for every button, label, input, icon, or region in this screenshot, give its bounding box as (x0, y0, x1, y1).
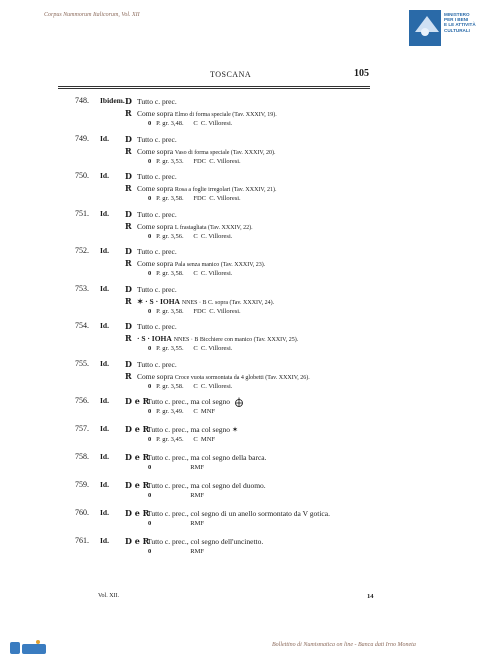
entry-number: 748. (75, 96, 89, 105)
catalog-entry (0, 359, 480, 397)
obverse-mark: D (125, 283, 132, 294)
ministry-logo (409, 10, 479, 46)
catalog-entry (0, 508, 480, 536)
both-sides-mark: D e R (125, 452, 150, 462)
detail-line: 0 P. gr. 3,55. C C. Villoresi. (148, 345, 233, 352)
obverse-line: D Tutto c. prec. (125, 133, 177, 144)
detail-line: 0 RMF (148, 548, 204, 555)
reverse-line: R Come sopra L frastagliata (Tav. XXXIV, 22). (125, 220, 253, 231)
entry-number: 751. (75, 208, 89, 218)
detail-line: 0 P. gr. 3,48. C C. Villoresi. (148, 120, 233, 127)
entry-mint: Id. (100, 536, 109, 545)
reverse-mark: R (125, 145, 132, 156)
reverse-line: R Come sopra Vaso di forma speciale (Tav. XXXIV, 20). (125, 145, 276, 156)
both-sides-mark: D e R (125, 396, 150, 406)
footer-volume: Vol. XII. (98, 593, 120, 599)
both-sides-mark: D e R (125, 480, 150, 490)
footer-signature: 14 (367, 593, 374, 600)
catalog-entry (0, 536, 480, 564)
entry-mint: Id. (100, 246, 109, 255)
entry-number: 757. (75, 424, 89, 433)
entry-mint: Id. (100, 283, 109, 293)
page-number: 105 (354, 68, 369, 79)
reverse-line: R Come sopra Rosa a foglie irregolari (Tav. XXXIV, 21). (125, 183, 277, 193)
obverse-line: D Tutto c. prec. (125, 358, 177, 369)
entry-number: 752. (75, 246, 89, 255)
obverse-mark: D (125, 246, 132, 256)
reverse-mark: R (125, 258, 132, 268)
footer-database-credit: Bollettino di Numismatica on line - Banca dati Irno Moneta (272, 642, 416, 648)
both-sides-line: D e RTutto c. prec., ma col segno ✶ (125, 424, 239, 434)
catalog-entry (0, 321, 480, 359)
reverse-line: R Come sopra Pala senza manico (Tav. XXXIV, 23). (125, 258, 266, 268)
both-sides-mark: D e R (125, 508, 150, 518)
entry-number: 758. (75, 452, 89, 461)
entry-mint: Id. (100, 208, 109, 218)
obverse-mark: D (125, 321, 132, 331)
entry-number: 749. (75, 133, 89, 143)
detail-line: 0 RMF (148, 464, 204, 471)
both-sides-line: D e RTutto c. prec., col segno dell'uncinetto. (125, 536, 264, 546)
reverse-line: R Come sopra Elmo di forma speciale (Tav. XXXIV, 19). (125, 108, 277, 118)
entry-number: 750. (75, 171, 89, 180)
entry-mint: Id. (100, 396, 109, 405)
obverse-line: D Tutto c. prec. (125, 246, 177, 256)
entry-mint: Ibidem. (100, 96, 125, 105)
obverse-mark: D (125, 358, 132, 369)
catalog-entries (0, 96, 480, 564)
obverse-line: D Tutto c. prec. (125, 321, 177, 331)
detail-line: 0 P. gr. 3,58. FDC C. Villoresi. (148, 195, 241, 202)
detail-line: 0 P. gr. 3,45. C MNF (148, 436, 216, 443)
both-sides-line: D e RTutto c. prec., col segno di un anello sormontato da V gotica. (125, 508, 330, 518)
entry-mint: Id. (100, 321, 109, 330)
both-sides-line: D e RTutto c. prec., ma col segno della barca. (125, 452, 267, 462)
obverse-line: D Tutto c. prec. (125, 208, 177, 219)
catalog-entry (0, 96, 480, 134)
header-collection-title: Corpus Nummorum Italicorum, Vol. XII (44, 12, 140, 18)
entry-number: 761. (75, 536, 89, 545)
catalog-entry (0, 134, 480, 172)
reverse-mark: R (125, 220, 132, 231)
both-sides-line: D e RTutto c. prec., ma col segno del duomo. (125, 480, 266, 490)
entry-mint: Id. (100, 424, 109, 433)
entry-number: 760. (75, 508, 89, 517)
reverse-mark: R (125, 333, 132, 343)
entry-mint: Id. (100, 171, 109, 180)
catalog-entry (0, 284, 480, 322)
obverse-mark: D (125, 133, 132, 144)
reverse-mark: R (125, 370, 132, 381)
catalog-entry (0, 424, 480, 452)
entry-mint: Id. (100, 508, 109, 517)
catalog-entry (0, 171, 480, 209)
reverse-mark: R (125, 295, 132, 306)
obverse-line: D Tutto c. prec. (125, 96, 177, 106)
reverse-line: R ✶ · S · IOHA NNES · B C. sopra (Tav. XXXIV, 24). (125, 295, 275, 306)
catalog-entry (0, 480, 480, 508)
ministry-emblem-icon (409, 10, 441, 46)
detail-line: 0 P. gr. 3,58. C C. Villoresi. (148, 382, 233, 390)
detail-line: 0 P. gr. 3,58. FDC C. Villoresi. (148, 307, 241, 315)
reverse-line: R · S · IOHA NNES · B Bicchiere con manico (Tav. XXXIV, 25). (125, 333, 299, 343)
detail-line: 0 P. gr. 3,49. C MNF (148, 408, 216, 415)
entry-mint: Id. (100, 480, 109, 489)
obverse-mark: D (125, 208, 132, 219)
globe-cross-icon (234, 397, 244, 407)
catalog-entry (0, 209, 480, 247)
entry-number: 753. (75, 283, 89, 293)
detail-line: 0 P. gr. 3,53. FDC C. Villoresi. (148, 157, 241, 165)
entry-number: 755. (75, 358, 89, 368)
obverse-mark: D (125, 171, 132, 181)
obverse-mark: D (125, 96, 132, 106)
both-sides-line: D e RTutto c. prec., ma col segno (125, 396, 244, 407)
detail-line: 0 RMF (148, 492, 204, 499)
detail-line: 0 RMF (148, 520, 204, 527)
ministry-text: MINISTERO PER I BENI E LE ATTIVITÀ CULTURALI (444, 12, 476, 33)
entry-number: 754. (75, 321, 89, 330)
catalog-entry (0, 452, 480, 480)
both-sides-mark: D e R (125, 536, 150, 546)
reverse-mark: R (125, 183, 132, 193)
obverse-line: D Tutto c. prec. (125, 283, 177, 294)
entry-mint: Id. (100, 133, 109, 143)
header-rule (58, 86, 370, 89)
moneta-logo-icon (8, 638, 48, 660)
catalog-entry (0, 246, 480, 284)
page-title: TOSCANA (210, 70, 252, 79)
entry-mint: Id. (100, 452, 109, 461)
reverse-mark: R (125, 108, 132, 118)
entry-number: 759. (75, 480, 89, 489)
obverse-line: D Tutto c. prec. (125, 171, 177, 181)
detail-line: 0 P. gr. 3,58. C C. Villoresi. (148, 270, 233, 277)
reverse-line: R Come sopra Croce vuota sormontata da 4 globetti (Tav. XXXIV, 26). (125, 370, 310, 381)
both-sides-mark: D e R (125, 424, 150, 434)
entry-mint: Id. (100, 358, 109, 368)
detail-line: 0 P. gr. 3,56. C C. Villoresi. (148, 232, 233, 240)
catalog-entry (0, 396, 480, 424)
entry-number: 756. (75, 396, 89, 405)
